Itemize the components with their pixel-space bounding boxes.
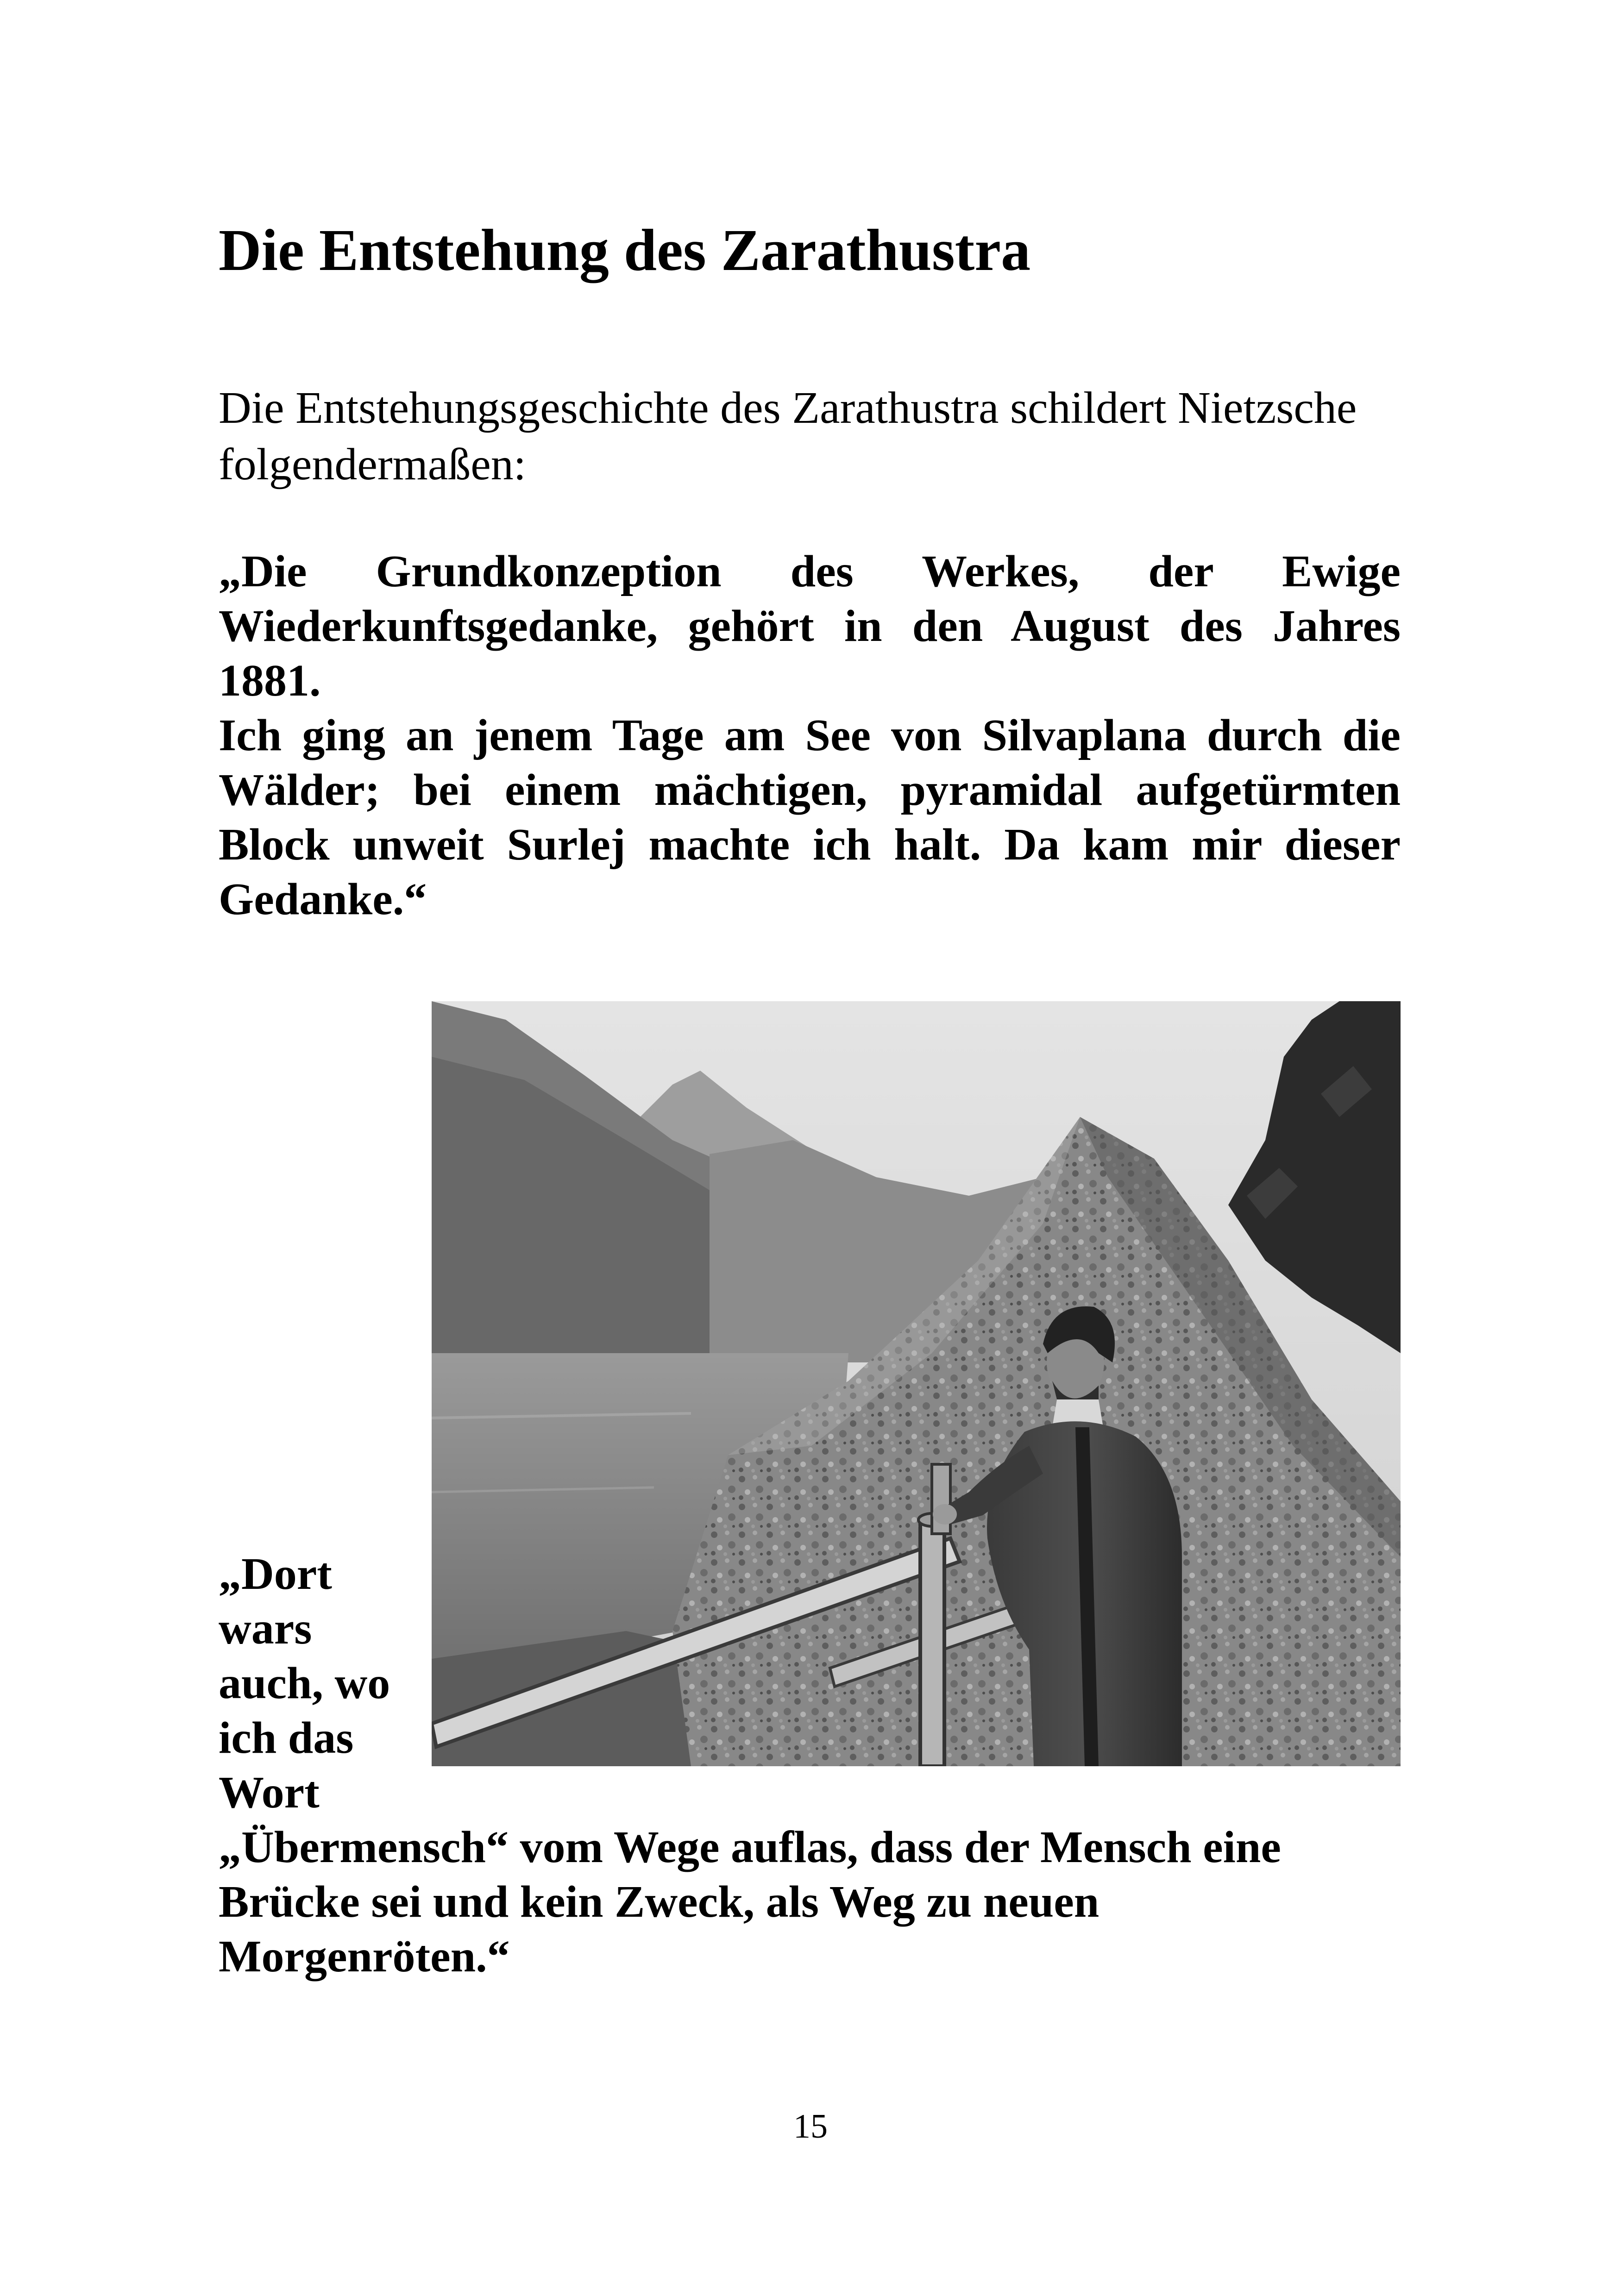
quote-line: „Dort — [219, 1549, 332, 1599]
quote-line: ich das — [219, 1713, 354, 1763]
quote-paragraph-2-continuation — [219, 1820, 1423, 1984]
quote-line: wars — [219, 1604, 312, 1654]
photo-man-at-lake — [432, 1001, 1401, 1766]
intro-paragraph — [219, 380, 1404, 493]
quote-line: auch, wo — [219, 1658, 390, 1708]
quote-line: Wiederkunftsgedanke, gehört in den August des Jahres — [219, 601, 1401, 651]
quote-line: 1881. — [219, 656, 321, 706]
quote-line: Wälder; bei einem mächtigen, pyramidal aufgetürmten — [219, 765, 1401, 815]
quote-line: Brücke sei und kein Zweck, als Weg zu neuen — [219, 1877, 1100, 1927]
page-number: 15 — [793, 2108, 828, 2145]
quote-line: Morgenröten.“ — [219, 1932, 510, 1982]
quote-paragraph-1 — [219, 544, 1401, 927]
quote-line: „Die Grundkonzeption des Werkes, der Ewige — [219, 546, 1401, 596]
quote-line: Block unweit Surlej machte ich halt. Da kam mir dieser — [219, 820, 1401, 870]
quote-line: Wort — [219, 1768, 320, 1818]
page-title: Die Entstehung des Zarathustra — [219, 217, 1031, 283]
quote-line: „Übermensch“ vom Wege auflas, dass der Mensch eine — [219, 1822, 1281, 1872]
intro-line: Die Entstehungsgeschichte des Zarathustra schildert Nietzsche — [219, 383, 1357, 433]
quote-paragraph-2-start — [219, 1547, 413, 1820]
quote-line: Gedanke.“ — [219, 874, 427, 924]
quote-line: Ich ging an jenem Tage am See von Silvaplana durch die — [219, 710, 1401, 760]
intro-line: folgendermaßen: — [219, 439, 526, 489]
